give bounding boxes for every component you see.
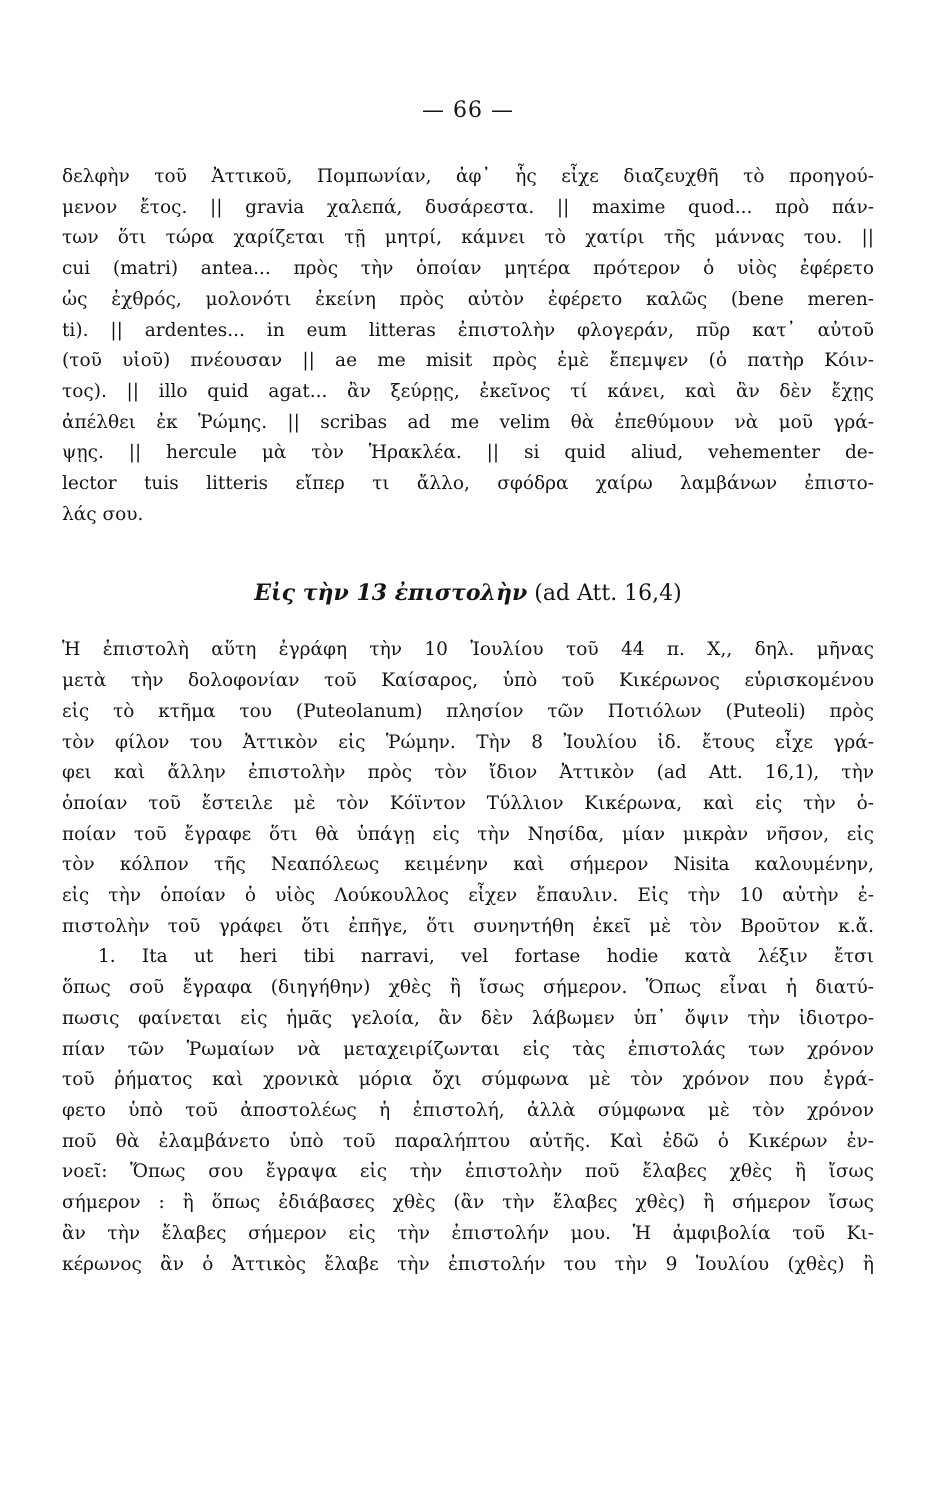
text-line: cui (matri) antea... πρὸς τὴν ὁποίαν μητέρα πρότερον ὁ υἱὸς ἐφέρετο (62, 258, 874, 280)
text-line: πωσις φαίνεται εἰς ἡμᾶς γελοία, ἂν δὲν λάβωμεν ὑπ᾽ ὄψιν τὴν ἰδιοτρο- (62, 1007, 874, 1029)
book-page (62, 96, 874, 1486)
text-line: τὸν κόλπον τῆς Νεαπόλεως κειμένην καὶ σήμερον Nisita καλουμένην, (62, 854, 874, 876)
text-line: των ὅτι τώρα χαρίζεται τῇ μητρί, κάμνει τὸ χατίρι τῆς μάννας του. || (62, 227, 874, 249)
text-line: νοεῖ: Ὅπως σου ἔγραψα εἰς τὴν ἐπιστολὴν ποῦ ἔλαβες χθὲς ἢ ἴσως (62, 1161, 874, 1183)
text-line: τος). || illo quid agat... ἂν ξεύρῃς, ἐκεῖνος τί κάνει, καὶ ἂν δὲν ἔχῃς (62, 380, 874, 402)
text-line: εἰς τὴν ὁποίαν ὁ υἱὸς Λούκουλλος εἶχεν ἔπαυλιν. Εἰς τὴν 10 αὐτὴν ἐ- (62, 885, 874, 907)
text-line: μετὰ τὴν δολοφονίαν τοῦ Καίσαρος, ὑπὸ τοῦ Κικέρωνος εὑρισκομένου (62, 670, 874, 692)
text-line: ὡς ἐχθρός, μολονότι ἐκείνη πρὸς αὐτὸν ἐφέρετο καλῶς (bene meren- (62, 288, 874, 310)
text-line: (τοῦ υἱοῦ) πνέουσαν || ae me misit πρὸς ἐμὲ ἔπεμψεν (ὁ πατὴρ Κόιν- (62, 350, 874, 372)
text-line: ti). || ardentes... in eum litteras ἐπιστολὴν φλογεράν, πῦρ κατ᾽ αὐτοῦ (62, 319, 874, 341)
text-line: σήμερον : ἢ ὅπως ἐδιάβασες χθὲς (ἂν τὴν ἔλαβες χθὲς) ἢ σήμερον ἴσως (62, 1192, 874, 1214)
page-number: — 66 — (422, 98, 514, 123)
text-line: εἰς τὸ κτῆμα του (Puteolanum) πλησίον τῶν Ποτιόλων (Puteoli) πρὸς (62, 700, 874, 722)
section-heading-title: Εἰς τὴν 13 ἐπιστολὴν (254, 580, 528, 607)
text-line: πιστολὴν τοῦ γράφει ὅτι ἐπῆγε, ὅτι συνηντήθη ἐκεῖ μὲ τὸν Βροῦτον κ.ἄ. (62, 915, 874, 937)
text-line: λάς σου. (62, 503, 144, 525)
text-line: ὅπως σοῦ ἔγραφα (διηγήθην) χθὲς ἢ ἴσως σήμερον. Ὅπως εἶναι ἡ διατύ- (62, 977, 874, 999)
text-line: 1. Ita ut heri tibi narravi, vel fortase hodie κατὰ λέξιν ἔτσι (98, 946, 874, 968)
text-line: τοῦ ῥήματος καὶ χρονικὰ μόρια ὄχι σύμφωνα μὲ τὸν χρόνον που ἐγρά- (62, 1069, 874, 1091)
text-line: φει καὶ ἄλλην ἐπιστολὴν πρὸς τὸν ἴδιον Ἀττικὸν (ad Att. 16,1), τὴν (62, 762, 874, 784)
text-line: lector tuis litteris εἴπερ τι ἄλλο, σφόδρα χαίρω λαμβάνων ἐπιστο- (62, 473, 874, 495)
text-line: φετο ὑπὸ τοῦ ἀποστολέως ἡ ἐπιστολή, ἀλλὰ σύμφωνα μὲ τὸν χρόνον (62, 1099, 874, 1121)
text-line: Ἡ ἐπιστολὴ αὕτη ἐγράφη τὴν 10 Ἰουλίου τοῦ 44 π. Χ,, δηλ. μῆνας (62, 639, 874, 661)
text-line: δελφὴν τοῦ Ἀττικοῦ, Πομπωνίαν, ἀφ᾽ ἧς εἶχε διαζευχθῆ τὸ προηγού- (62, 166, 874, 187)
text-line: ψῃς. || hercule μὰ τὸν Ἡρακλέα. || si quid aliud, vehementer de- (62, 442, 874, 464)
text-line: ποῦ θὰ ἐλαμβάνετο ὑπὸ τοῦ παραλήπτου αὐτῆς. Καὶ ἐδῶ ὁ Κικέρων ἐν- (62, 1130, 874, 1152)
section-heading-reference: (ad Att. 16,4) (534, 581, 682, 607)
text-line: ἀπέλθει ἐκ Ῥώμης. || scribas ad me velim θὰ ἐπεθύμουν νὰ μοῦ γρά- (62, 411, 874, 433)
text-line: ἂν τὴν ἔλαβες σήμερον εἰς τὴν ἐπιστολήν μου. Ἡ ἀμφιβολία τοῦ Κι- (62, 1222, 874, 1244)
text-line: πίαν τῶν Ῥωμαίων νὰ μεταχειρίζωνται εἰς τὰς ἐπιστολάς των χρόνον (62, 1038, 874, 1060)
text-line: κέρωνος ἂν ὁ Ἀττικὸς ἔλαβε τὴν ἐπιστολήν του τὴν 9 Ἰουλίου (χθὲς) ἢ (62, 1253, 874, 1275)
section-heading (62, 578, 874, 609)
commentary-paragraph-1 (62, 162, 874, 530)
commentary-paragraph-2 (62, 635, 874, 942)
text-line: ὁποίαν τοῦ ἔστειλε μὲ τὸν Κόϊντον Τύλλιον Κικέρωνα, καὶ εἰς τὴν ὁ- (62, 792, 874, 814)
commentary-paragraph-3 (62, 942, 874, 1280)
text-line: τὸν φίλον του Ἀττικὸν εἰς Ῥώμην. Τὴν 8 Ἰουλίου ἰδ. ἔτους εἶχε γρά- (62, 731, 874, 753)
text-line: ποίαν τοῦ ἔγραφε ὅτι θὰ ὑπάγῃ εἰς τὴν Νησίδα, μίαν μικρὰν νῆσον, εἰς (62, 823, 874, 845)
text-line: μενον ἔτος. || gravia χαλεπά, δυσάρεστα. || maxime quod... πρὸ πάν- (62, 196, 874, 218)
